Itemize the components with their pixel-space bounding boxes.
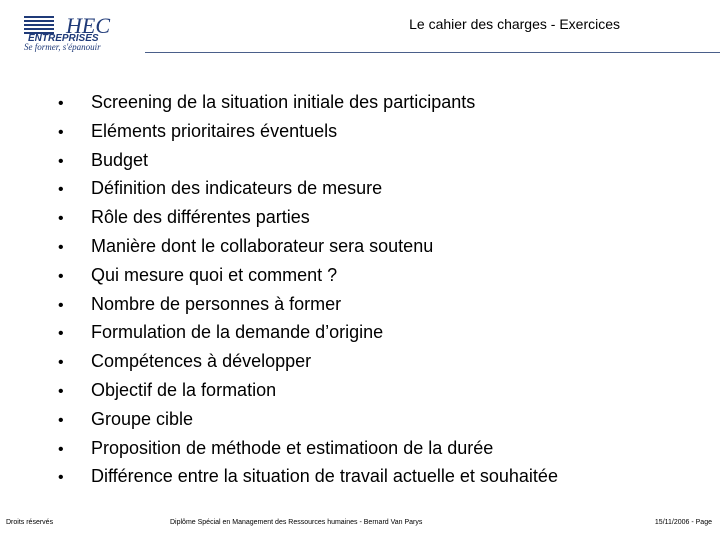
bullet-text: Définition des indicateurs de mesure [91, 178, 383, 199]
bullet-text: Nombre de personnes à former [91, 293, 342, 314]
footer-course: Diplôme Spécial en Management des Ressources humaines - Bernard Van Parys [170, 519, 423, 526]
bullet-item [56, 318, 696, 347]
bullet-marker: • [58, 152, 64, 170]
bullet-item [56, 88, 696, 117]
slide-title: Le cahier des charges - Exercices [409, 16, 620, 32]
bullet-item [56, 290, 696, 319]
logo-brand-primary: HEC [66, 13, 110, 38]
bullet-item [56, 117, 696, 146]
bullet-item [56, 434, 696, 463]
logo-tagline: Se former, s'épanouir [24, 42, 101, 52]
bullet-item [56, 203, 696, 232]
bullet-item [56, 174, 696, 203]
bullet-marker: • [58, 123, 64, 141]
bullet-text: Formulation de la demande d’origine [91, 322, 384, 343]
bullet-item [56, 347, 696, 376]
bullet-item [56, 146, 696, 175]
bullet-text: Qui mesure quoi et comment ? [91, 264, 338, 285]
bullet-text: Différence entre la situation de travail actuelle et souhaitée [91, 466, 558, 487]
logo-brand-secondary: ENTREPRISES [28, 33, 99, 44]
bullet-text: Proposition de méthode et estimatioon de la durée [91, 437, 494, 458]
bullet-item [56, 462, 696, 491]
bullet-marker: • [58, 382, 64, 400]
bullet-text: Rôle des différentes parties [91, 207, 310, 228]
footer-rights: Droits réservés [6, 519, 54, 526]
bullet-list [56, 88, 696, 491]
bullet-item [56, 376, 696, 405]
bullet-text: Eléments prioritaires éventuels [91, 120, 338, 141]
bullet-marker: • [58, 469, 64, 487]
bullet-item [56, 232, 696, 261]
bullet-marker: • [58, 238, 64, 256]
bullet-item [56, 261, 696, 290]
bullet-item [56, 405, 696, 434]
bullet-text: Compétences à développer [91, 351, 312, 372]
bullet-text: Manière dont le collaborateur sera soutenu [91, 235, 434, 256]
bullet-marker: • [58, 95, 64, 112]
bullet-marker: • [58, 296, 64, 314]
bullet-marker: • [58, 210, 64, 228]
bullet-text: Budget [91, 149, 149, 170]
bullet-marker: • [58, 325, 64, 343]
bullet-marker: • [58, 440, 64, 458]
bullet-marker: • [58, 267, 64, 285]
bullet-text: Objectif de la formation [91, 379, 277, 400]
bullet-text: Screening de la situation initiale des participants [91, 92, 476, 112]
bullet-marker: • [58, 181, 64, 199]
header-divider [145, 52, 720, 53]
bullet-marker: • [58, 354, 64, 372]
footer-date-page: 15/11/2006 - Page [654, 519, 712, 526]
bullet-text: Groupe cible [91, 408, 194, 429]
bullet-marker: • [58, 411, 64, 429]
